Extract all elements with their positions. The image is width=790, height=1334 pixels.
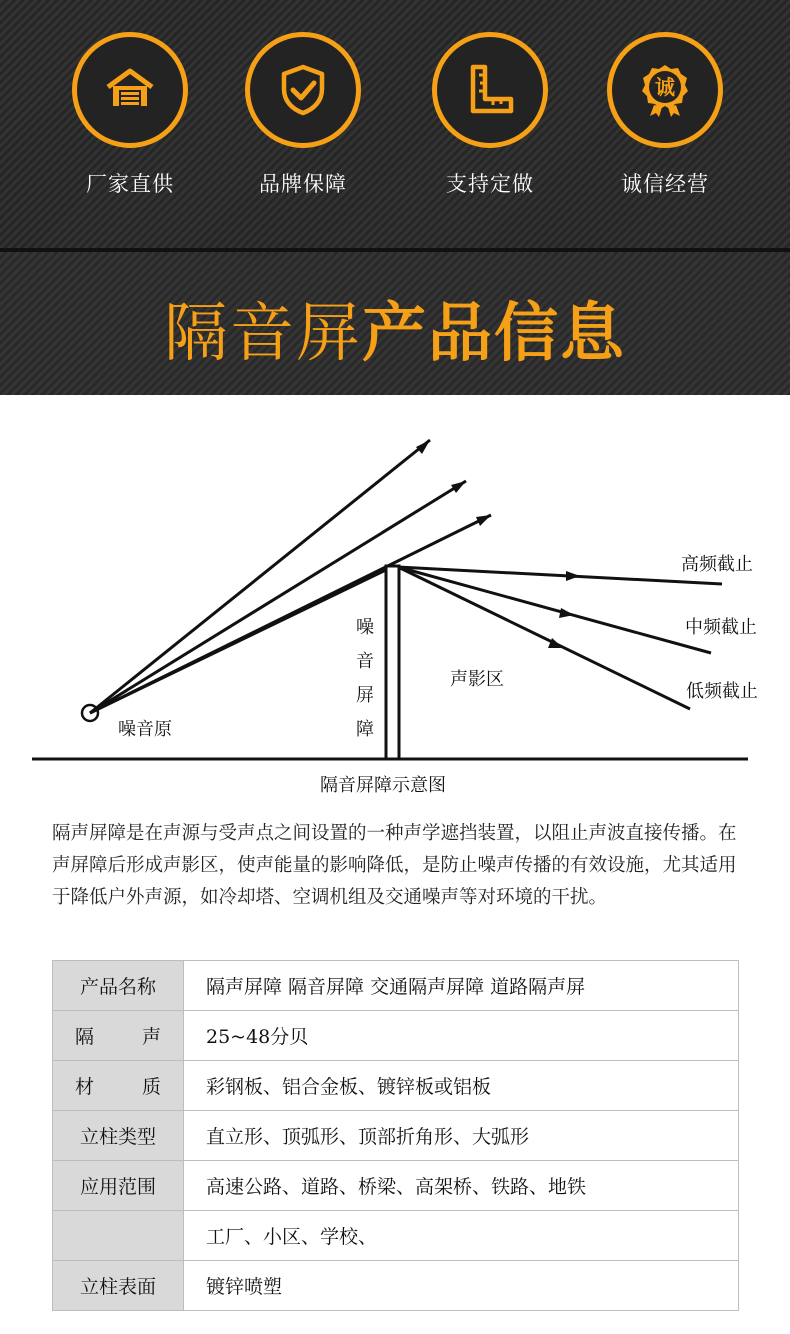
noise-barrier-diagram: [0, 395, 790, 805]
spec-key: 应用范围: [53, 1161, 184, 1211]
page-title: [0, 282, 790, 374]
spec-value: 高速公路、道路、桥梁、高架桥、铁路、地铁: [184, 1161, 739, 1211]
house-icon-ring: [72, 32, 188, 148]
table-row: [53, 1261, 739, 1311]
barrier-label-char: 障: [356, 719, 374, 740]
arrow-head-3: [476, 515, 491, 526]
spec-table: [52, 960, 739, 1311]
ruler-icon-ring: [432, 32, 548, 148]
title-band: [0, 252, 790, 395]
feature-factory-direct: [50, 30, 210, 220]
spec-key: 产品名称: [53, 961, 184, 1011]
table-row: [53, 1211, 739, 1261]
shadow-zone-label: 声影区: [450, 669, 504, 690]
spec-value: 镀锌喷塑: [184, 1261, 739, 1311]
barrier-label-char: 噪: [356, 617, 374, 638]
mid-freq-label: 中频截止: [685, 617, 757, 638]
sound-ray-diffract: [90, 568, 390, 713]
table-row: [53, 1111, 739, 1161]
source-label: 噪音原: [118, 719, 172, 740]
barrier-label-char: 屏: [356, 685, 374, 706]
feature-label: 支持定做: [446, 172, 534, 196]
feature-label: 品牌保障: [259, 172, 347, 196]
honesty-badge-icon: [640, 63, 690, 117]
svg-text:诚: 诚: [655, 75, 675, 99]
shield-check-icon-ring: [245, 32, 361, 148]
spec-key: 立柱表面: [53, 1261, 184, 1311]
spec-value: 工厂、小区、学校、: [184, 1211, 739, 1261]
spec-value: 彩钢板、铝合金板、镀锌板或铝板: [184, 1061, 739, 1111]
spec-key: [53, 1211, 184, 1261]
low-freq-ray: [398, 567, 690, 709]
low-freq-label: 低频截止: [686, 681, 758, 702]
house-icon: [105, 63, 155, 117]
spec-key: 立柱类型: [53, 1111, 184, 1161]
table-row: [53, 1061, 739, 1111]
diagram-caption: 隔音屏障示意图: [320, 775, 446, 796]
barrier-label-char: 音: [356, 651, 374, 672]
high-freq-arrow: [566, 571, 580, 581]
spec-key: 隔声: [53, 1011, 184, 1061]
mid-freq-arrow: [559, 608, 574, 618]
feature-label: 诚信经营: [621, 172, 709, 196]
feature-brand-guarantee: [223, 30, 383, 220]
table-row: [53, 961, 739, 1011]
description: 隔声屏障是在声源与受声点之间设置的一种声学遮挡装置，以阻止声波直接传播。在声屏障后形成声影区，使声能量的影响降低，是防止噪声传播的有效设施，尤其适用于降低户外声源，如冷却塔、空调机组及交通噪声等对环境的干扰。: [52, 823, 737, 908]
ruler-icon: [465, 63, 515, 117]
sound-ray-2: [90, 481, 466, 713]
table-row: [53, 1011, 739, 1061]
spec-value: 直立形、顶弧形、顶部折角形、大弧形: [184, 1111, 739, 1161]
feature-customizable: [410, 30, 570, 220]
feature-honest-operation: [585, 30, 745, 220]
spec-value: 隔声屏障 隔音屏障 交通隔声屏障 道路隔声屏: [184, 961, 739, 1011]
shield-check-icon: [278, 63, 328, 117]
spec-key: 材质: [53, 1061, 184, 1111]
sound-ray-1: [90, 440, 430, 713]
diagram-svg: [0, 395, 790, 805]
barrier-wall: [386, 566, 399, 759]
table-row: [53, 1161, 739, 1211]
page-title-part2: 产品信息: [362, 297, 626, 371]
arrow-head-2: [451, 481, 466, 493]
feature-label: 厂家直供: [86, 172, 174, 196]
spec-value: 25~48分贝: [184, 1011, 739, 1061]
page-title-part1: 隔音屏: [164, 297, 362, 371]
features-row: [0, 0, 790, 250]
arrow-head-1: [416, 440, 430, 454]
honesty-badge-icon-ring: [607, 32, 723, 148]
high-freq-label: 高频截止: [681, 554, 753, 575]
